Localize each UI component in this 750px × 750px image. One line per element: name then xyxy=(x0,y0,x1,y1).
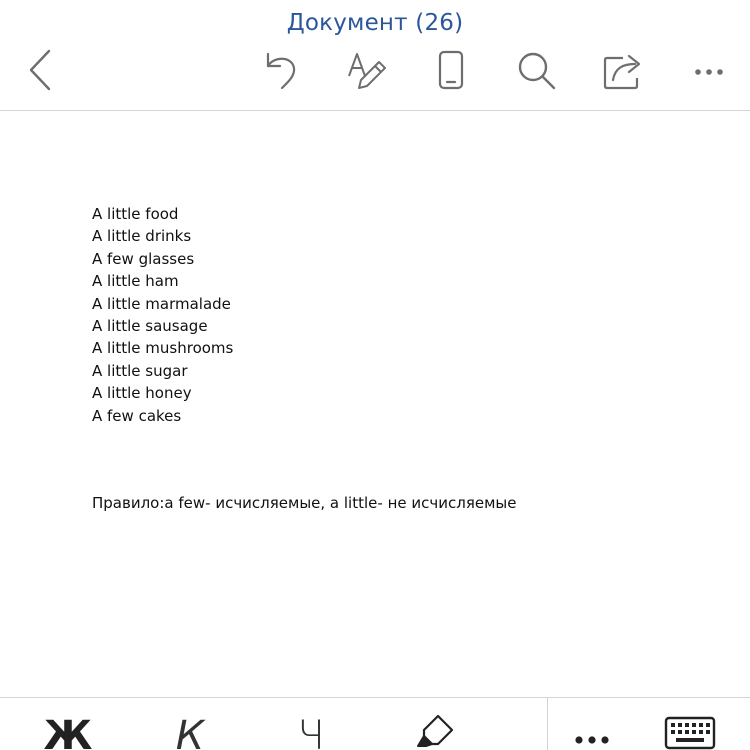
word-list xyxy=(92,203,233,427)
rule-text[interactable]: Правило:a few- исчисляемые, a little- не исчисляемые xyxy=(92,494,517,512)
underline-button[interactable]: Ч xyxy=(297,713,325,750)
phone-icon[interactable] xyxy=(427,46,475,94)
top-toolbar xyxy=(0,0,750,111)
bold-button[interactable]: Ж xyxy=(43,713,93,750)
pen-icon[interactable] xyxy=(343,46,391,94)
highlighter-icon[interactable] xyxy=(412,712,460,750)
document-canvas[interactable] xyxy=(0,112,750,697)
keyboard-icon[interactable] xyxy=(664,716,716,750)
toolbar-divider xyxy=(547,698,548,750)
search-icon[interactable] xyxy=(512,46,560,94)
share-icon[interactable] xyxy=(599,46,647,94)
list-item[interactable]: A little food xyxy=(92,205,179,223)
undo-icon[interactable] xyxy=(256,46,304,94)
list-item[interactable]: A little mushrooms xyxy=(92,339,234,358)
list-item[interactable]: A few glasses xyxy=(92,249,195,268)
list-item[interactable]: A little ham xyxy=(92,272,179,291)
list-item[interactable]: A little sugar xyxy=(92,361,188,380)
list-item[interactable]: A few cakes xyxy=(92,406,182,425)
back-icon[interactable] xyxy=(18,46,66,94)
more-icon[interactable] xyxy=(685,46,733,94)
document-title[interactable]: Документ (26) xyxy=(286,10,464,36)
list-item[interactable]: A little sausage xyxy=(92,316,208,335)
list-item[interactable]: A little honey xyxy=(92,384,192,403)
more-icon[interactable] xyxy=(568,712,616,750)
format-toolbar xyxy=(0,697,750,750)
list-item[interactable]: A little drinks xyxy=(92,227,192,246)
list-item[interactable]: A little marmalade xyxy=(92,294,231,313)
italic-button[interactable]: К xyxy=(175,713,205,750)
